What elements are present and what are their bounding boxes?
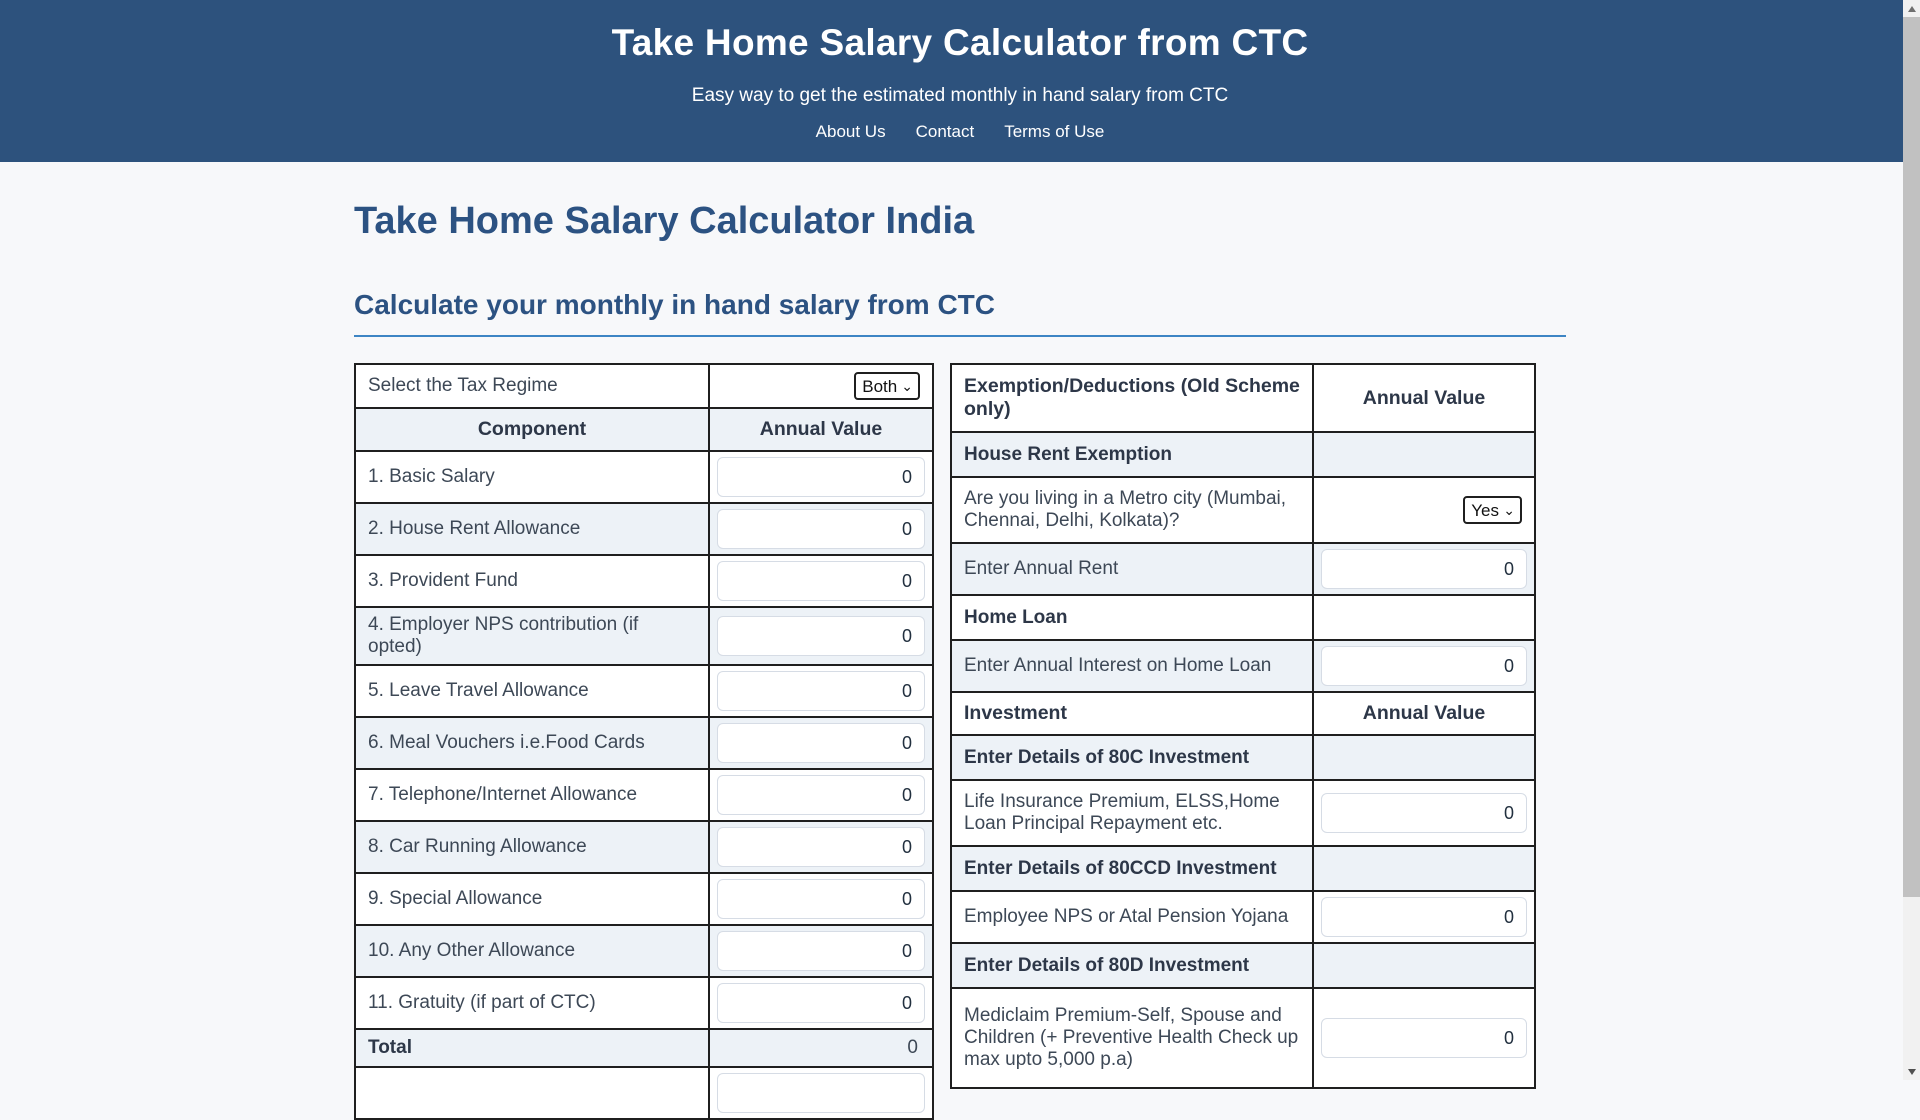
home-loan-interest-label: Enter Annual Interest on Home Loan — [951, 640, 1313, 692]
section-house-rent-exemption: House Rent Exemption — [951, 432, 1313, 477]
chevron-down-icon: ⌄ — [1503, 502, 1515, 518]
section-80d-investment: Enter Details of 80D Investment — [951, 943, 1313, 988]
mediclaim-label: Mediclaim Premium-Self, Spouse and Children (+ Preventive Health Check up max upto 5,000 p.a) — [951, 988, 1313, 1088]
site-subtitle: Easy way to get the estimated monthly in hand salary from CTC — [691, 85, 1229, 106]
site-title: Take Home Salary Calculator from CTC — [611, 22, 1309, 63]
life-insurance-label: Life Insurance Premium, ELSS,Home Loan Principal Repayment etc. — [951, 780, 1313, 846]
section-home-loan: Home Loan — [951, 595, 1313, 640]
metro-city-select-wrap[interactable] — [1463, 496, 1522, 524]
row-label-meal-vouchers: 6. Meal Vouchers i.e.Food Cards — [355, 717, 709, 769]
salary-components-table — [354, 363, 934, 1120]
investment-column-header: Investment — [951, 692, 1313, 735]
provident-fund-input[interactable] — [717, 561, 925, 601]
gratuity-input[interactable] — [717, 983, 925, 1023]
tax-regime-label: Select the Tax Regime — [355, 364, 709, 408]
row-label-telephone: 7. Telephone/Internet Allowance — [355, 769, 709, 821]
scroll-up-icon — [1908, 6, 1916, 12]
row-label-gratuity: 11. Gratuity (if part of CTC) — [355, 977, 709, 1029]
row-label-basic-salary: 1. Basic Salary — [355, 451, 709, 503]
section-80c-investment: Enter Details of 80C Investment — [951, 735, 1313, 780]
basic-salary-input[interactable] — [717, 457, 925, 497]
employer-nps-input[interactable] — [717, 616, 925, 656]
row-label-provident-fund: 3. Provident Fund — [355, 555, 709, 607]
vertical-scrollbar[interactable] — [1903, 0, 1920, 1080]
component-column-header: Component — [355, 408, 709, 451]
scrollbar-thumb[interactable] — [1903, 17, 1920, 897]
row-label-lta: 5. Leave Travel Allowance — [355, 665, 709, 717]
row-label-clipped — [355, 1067, 709, 1119]
annual-rent-label: Enter Annual Rent — [951, 543, 1313, 595]
home-loan-interest-input[interactable] — [1321, 646, 1527, 686]
metro-city-question-label: Are you living in a Metro city (Mumbai, Chennai, Delhi, Kolkata)? — [951, 477, 1313, 543]
scroll-up-button[interactable] — [1903, 0, 1920, 17]
exemptions-annual-value-header: Annual Value — [1313, 364, 1535, 432]
calculator-tables — [354, 363, 1566, 1120]
total-value: 0 — [709, 1029, 933, 1067]
meal-vouchers-input[interactable] — [717, 723, 925, 763]
any-other-allowance-input[interactable] — [717, 931, 925, 971]
nav-contact[interactable]: Contact — [915, 122, 975, 141]
section-heading: Calculate your monthly in hand salary from CTC — [354, 289, 1566, 337]
metro-city-select[interactable] — [1471, 501, 1499, 520]
section-80ccd-investment: Enter Details of 80CCD Investment — [951, 846, 1313, 891]
tax-regime-select-wrap[interactable] — [854, 372, 920, 400]
site-header — [0, 0, 1920, 162]
total-label: Total — [355, 1029, 709, 1067]
clipped-row-input[interactable] — [717, 1073, 925, 1113]
chevron-down-icon: ⌄ — [901, 378, 913, 394]
tax-regime-select[interactable] — [862, 377, 897, 396]
employee-nps-label: Employee NPS or Atal Pension Yojana — [951, 891, 1313, 943]
row-label-special-allowance: 9. Special Allowance — [355, 873, 709, 925]
row-label-any-other-allowance: 10. Any Other Allowance — [355, 925, 709, 977]
site-nav — [0, 122, 1920, 142]
telephone-internet-input[interactable] — [717, 775, 925, 815]
row-label-employer-nps: 4. Employer NPS contribution (if opted) — [355, 607, 709, 665]
special-allowance-input[interactable] — [717, 879, 925, 919]
row-label-car-running: 8. Car Running Allowance — [355, 821, 709, 873]
investment-annual-value-header: Annual Value — [1313, 692, 1535, 735]
life-insurance-80c-input[interactable] — [1321, 793, 1527, 833]
employee-nps-80ccd-input[interactable] — [1321, 897, 1527, 937]
leave-travel-allowance-input[interactable] — [717, 671, 925, 711]
main-content — [354, 200, 1566, 1120]
exemptions-column-header: Exemption/Deductions (Old Scheme only) — [951, 364, 1313, 432]
nav-about-us[interactable]: About Us — [815, 122, 886, 141]
row-label-hra: 2. House Rent Allowance — [355, 503, 709, 555]
house-rent-allowance-input[interactable] — [717, 509, 925, 549]
annual-rent-input[interactable] — [1321, 549, 1527, 589]
scroll-down-icon — [1908, 1069, 1916, 1075]
page-title: Take Home Salary Calculator India — [354, 200, 975, 242]
car-running-allowance-input[interactable] — [717, 827, 925, 867]
annual-value-column-header: Annual Value — [709, 408, 933, 451]
exemptions-deductions-table — [950, 363, 1536, 1089]
nav-terms-of-use[interactable]: Terms of Use — [1004, 122, 1105, 141]
mediclaim-80d-input[interactable] — [1321, 1018, 1527, 1058]
scroll-down-button[interactable] — [1903, 1063, 1920, 1080]
